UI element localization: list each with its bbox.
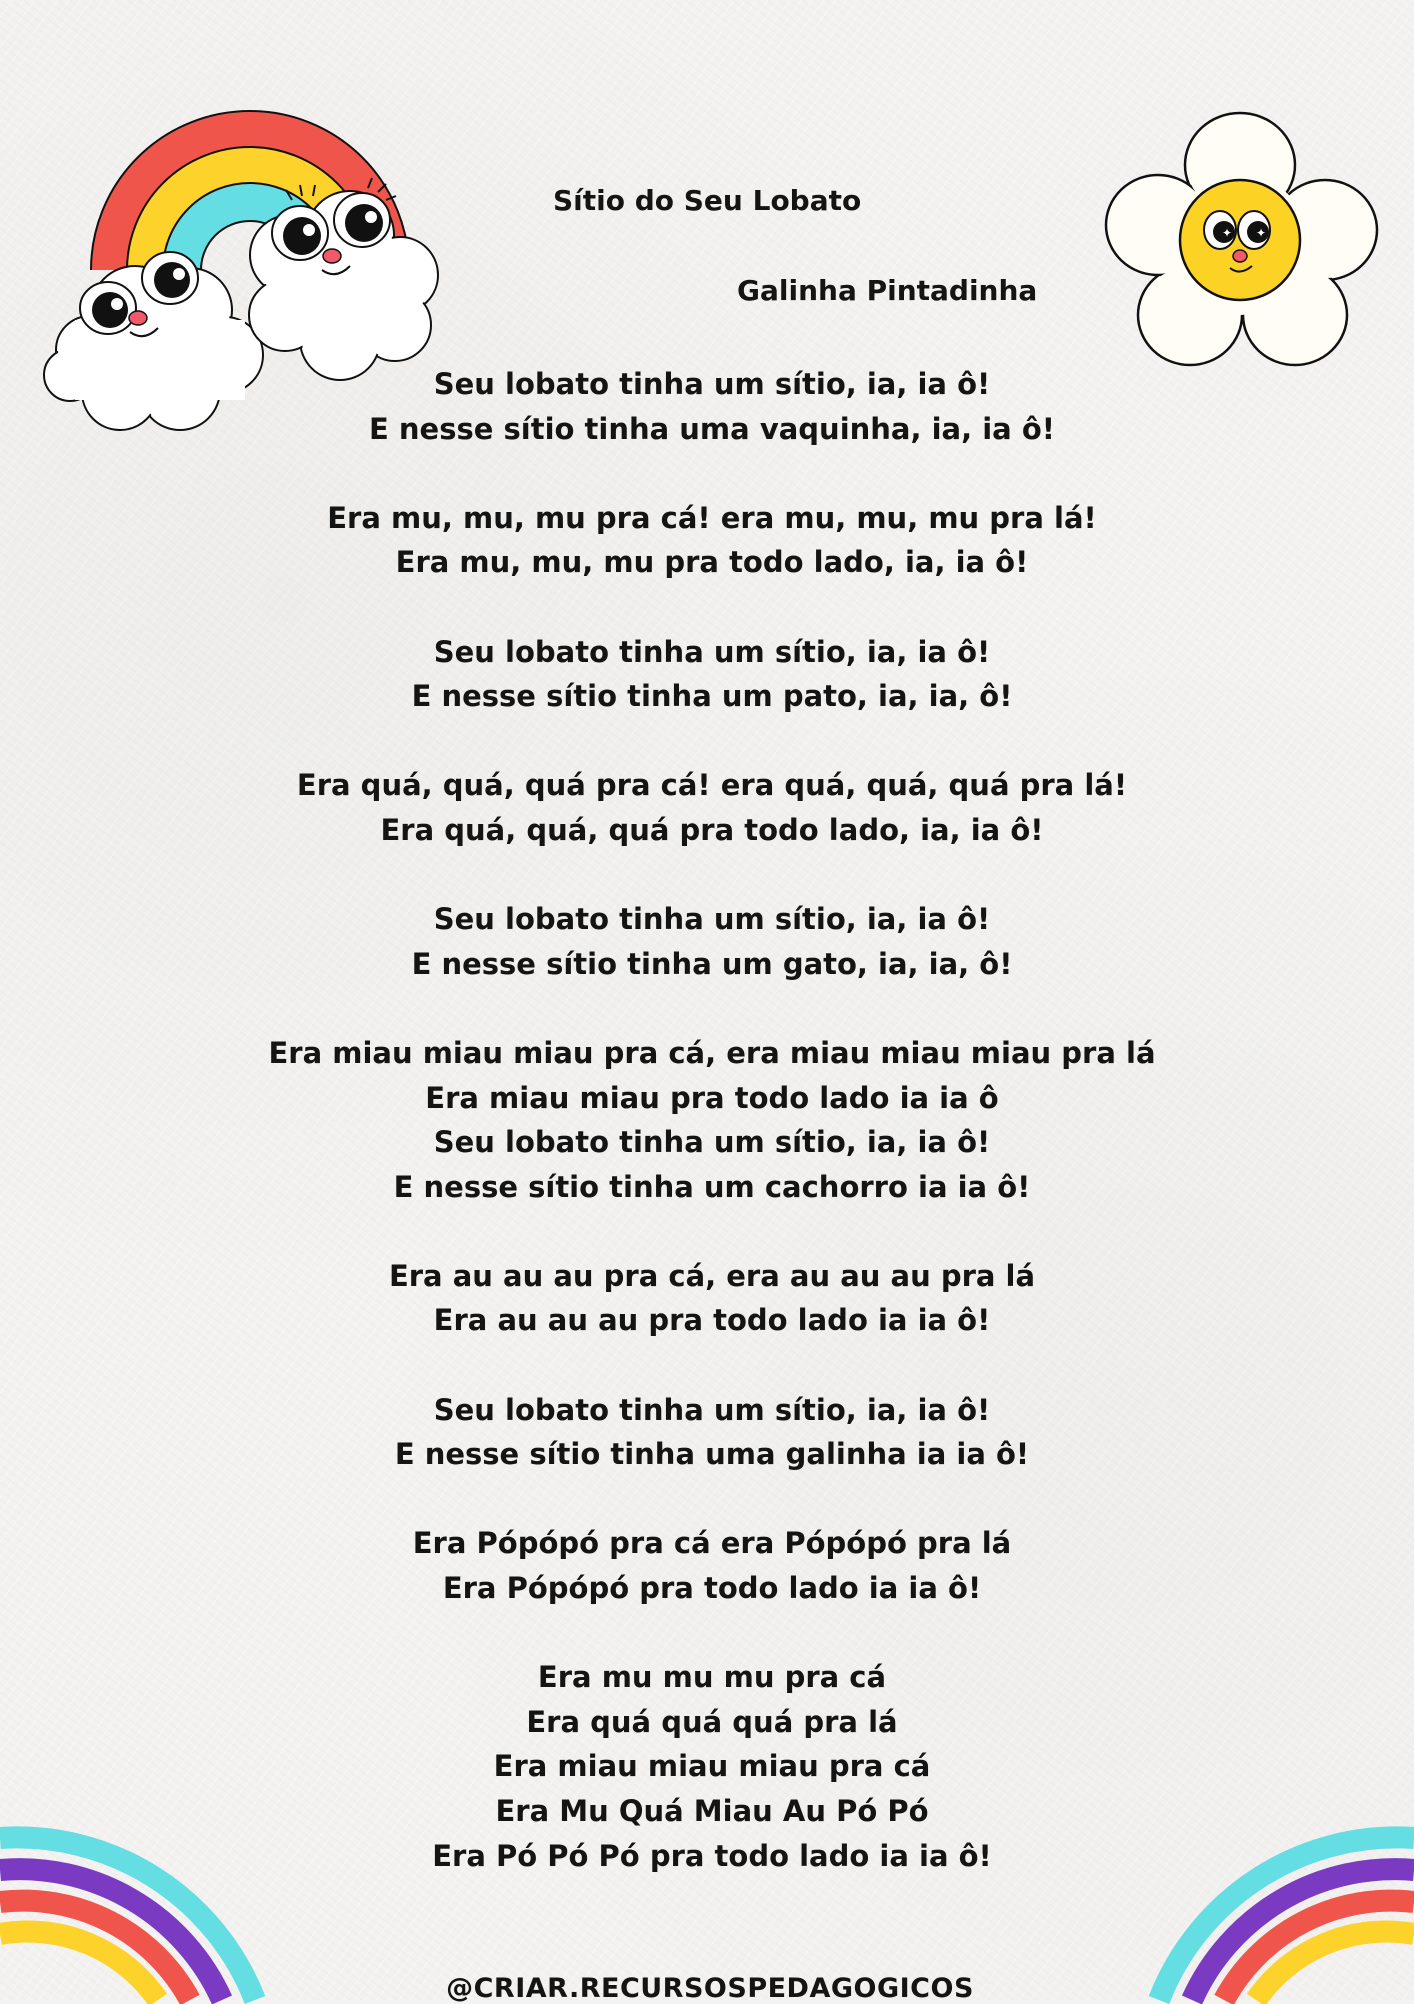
lyric-line: Era Mu Quá Miau Au Pó Pó: [495, 1794, 929, 1828]
lyric-line: Seu lobato tinha um sítio, ia, ia ô!: [433, 634, 991, 669]
lyric-line: Era quá, quá, quá pra cá! era quá, quá, quá pra lá!: [296, 768, 1128, 803]
lyric-line: Era quá, quá, quá pra todo lado, ia, ia ô!: [380, 812, 1044, 847]
lyric-line: Era au au au pra cá, era au au au pra lá: [388, 1258, 1036, 1293]
svg-text:✦: ✦: [1256, 226, 1267, 240]
lyric-line: E nesse sítio tinha um gato, ia, ia, ô!: [411, 946, 1013, 981]
stanza-gap: [200, 719, 1224, 764]
stanza-gap: [200, 585, 1224, 630]
lyric-line: Era mu, mu, mu pra cá! era mu, mu, mu pra lá!: [327, 500, 1097, 535]
lyric-line: E nesse sítio tinha uma vaquinha, ia, ia ô!: [369, 411, 1055, 446]
lyric-line: Era miau miau miau pra cá, era miau miau miau pra lá: [268, 1035, 1156, 1070]
lyric-line: Era miau miau pra todo lado ia ia ô: [425, 1080, 999, 1115]
stanza-gap: [200, 1477, 1224, 1522]
lyric-line: Era mu mu mu pra cá: [537, 1660, 887, 1695]
stanza-gap: [200, 1343, 1224, 1388]
lyric-line: E nesse sítio tinha uma galinha ia ia ô!: [394, 1437, 1030, 1472]
stanza-gap: [200, 1611, 1224, 1656]
stanza-gap: [200, 853, 1224, 898]
footer-handle: @CRIAR.RECURSOSPEDAGOGICOS: [446, 1973, 974, 2004]
lyric-line: E nesse sítio tinha um pato, ia, ia, ô!: [411, 679, 1013, 714]
lyric-line: Era quá quá quá pra lá: [526, 1704, 898, 1739]
lyric-line: Seu lobato tinha um sítio, ia, ia ô!: [433, 367, 991, 401]
lyric-line: E nesse sítio tinha um cachorro ia ia ô!: [393, 1169, 1031, 1204]
stanza-gap: [200, 1209, 1224, 1254]
lyric-line: Era mu, mu, mu pra todo lado, ia, ia ô!: [395, 545, 1029, 580]
lyric-line: Seu lobato tinha um sítio, ia, ia ô!: [433, 902, 991, 937]
lyric-line: Era Pópópó pra cá era Pópópó pra lá: [412, 1526, 1012, 1561]
svg-text:✦: ✦: [1222, 226, 1233, 240]
song-artist: Galinha Pintadinha: [737, 274, 1038, 307]
lyrics-block: [200, 362, 1224, 1878]
daisy-face-illustration: [1110, 110, 1380, 370]
lyric-line: Seu lobato tinha um sítio, ia, ia ô!: [433, 1392, 991, 1427]
lyric-line: Era au au au pra todo lado ia ia ô!: [433, 1303, 991, 1338]
lyric-line: Era miau miau miau pra cá: [493, 1749, 931, 1784]
lyric-line: Seu lobato tinha um sítio, ia, ia ô!: [433, 1125, 991, 1160]
stanza-gap: [200, 451, 1224, 496]
lyric-line: Era Pópópó pra todo lado ia ia ô!: [442, 1571, 982, 1606]
song-title: Sítio do Seu Lobato: [553, 184, 862, 217]
stanza-gap: [200, 986, 1224, 1031]
lyric-line: Era Pó Pó Pó pra todo lado ia ia ô!: [432, 1838, 992, 1873]
